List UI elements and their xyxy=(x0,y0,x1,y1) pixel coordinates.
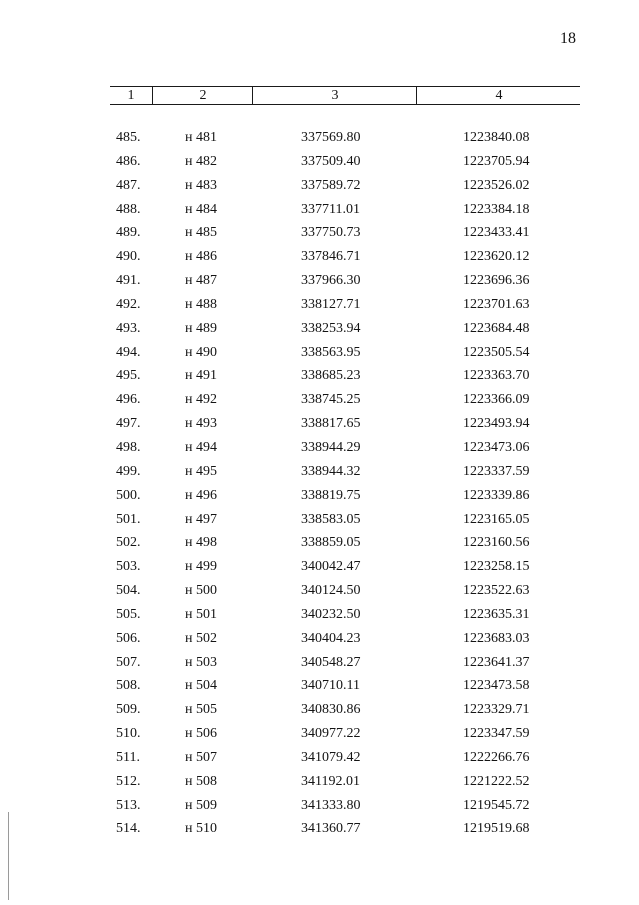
y-coordinate: 1223347.59 xyxy=(463,726,530,742)
row-number: 491. xyxy=(116,273,141,289)
table-row xyxy=(0,653,639,677)
y-coordinate: 1223363.70 xyxy=(463,368,530,384)
row-number: 506. xyxy=(116,630,141,646)
row-number: 497. xyxy=(116,416,141,432)
y-coordinate: 1219545.72 xyxy=(463,797,530,813)
table-row xyxy=(0,581,639,605)
row-number: 485. xyxy=(116,130,141,145)
y-coordinate: 1223337.59 xyxy=(463,463,530,479)
table-row xyxy=(0,724,639,748)
point-id: н 491 xyxy=(185,368,217,384)
x-coordinate: 340404.23 xyxy=(301,630,361,646)
point-id: н 499 xyxy=(185,559,217,575)
y-coordinate: 1223433.41 xyxy=(463,225,530,241)
point-id: н 501 xyxy=(185,606,217,622)
point-id: н 502 xyxy=(185,630,217,646)
y-coordinate: 1223683.03 xyxy=(463,630,530,646)
point-id: н 508 xyxy=(185,773,217,789)
x-coordinate: 338944.29 xyxy=(301,439,361,455)
row-number: 490. xyxy=(116,249,141,265)
y-coordinate: 1223339.86 xyxy=(463,487,530,503)
point-id: н 507 xyxy=(185,749,217,765)
table-row xyxy=(0,414,639,438)
point-id: н 481 xyxy=(185,130,217,145)
x-coordinate: 337750.73 xyxy=(301,225,361,241)
point-id: н 482 xyxy=(185,153,217,169)
point-id: н 492 xyxy=(185,392,217,408)
x-coordinate: 340977.22 xyxy=(301,726,361,742)
x-coordinate: 341333.80 xyxy=(301,797,361,813)
y-coordinate: 1223522.63 xyxy=(463,583,530,599)
table-row xyxy=(0,390,639,414)
point-id: н 490 xyxy=(185,344,217,360)
header-col-4: 4 xyxy=(416,87,581,104)
row-number: 487. xyxy=(116,177,141,193)
table-row xyxy=(0,223,639,247)
row-number: 495. xyxy=(116,368,141,384)
x-coordinate: 341192.01 xyxy=(301,773,360,789)
x-coordinate: 341360.77 xyxy=(301,821,361,837)
point-id: н 503 xyxy=(185,654,217,670)
row-number: 494. xyxy=(116,344,141,360)
point-id: н 510 xyxy=(185,821,217,837)
table-row xyxy=(0,772,639,796)
table-row xyxy=(0,629,639,653)
table-row xyxy=(0,510,639,534)
x-coordinate: 340124.50 xyxy=(301,583,361,599)
row-number: 507. xyxy=(116,654,141,670)
table-row xyxy=(0,748,639,772)
y-coordinate: 1223696.36 xyxy=(463,273,530,289)
point-id: н 489 xyxy=(185,320,217,336)
y-coordinate: 1223165.05 xyxy=(463,511,530,527)
scan-margin-line xyxy=(8,812,9,900)
row-number: 505. xyxy=(116,606,141,622)
table-header xyxy=(110,86,580,105)
x-coordinate: 338944.32 xyxy=(301,463,361,479)
table-row xyxy=(0,605,639,629)
point-id: н 505 xyxy=(185,702,217,718)
row-number: 504. xyxy=(116,583,141,599)
row-number: 492. xyxy=(116,296,141,312)
point-id: н 488 xyxy=(185,296,217,312)
y-coordinate: 1223473.06 xyxy=(463,439,530,455)
row-number: 502. xyxy=(116,535,141,551)
x-coordinate: 338859.05 xyxy=(301,535,361,551)
point-id: н 493 xyxy=(185,416,217,432)
row-number: 512. xyxy=(116,773,141,789)
table-row xyxy=(0,486,639,510)
x-coordinate: 338583.05 xyxy=(301,511,361,527)
point-id: н 486 xyxy=(185,249,217,265)
x-coordinate: 337569.80 xyxy=(301,130,361,145)
y-coordinate: 1223620.12 xyxy=(463,249,530,265)
table-row xyxy=(0,700,639,724)
point-id: н 484 xyxy=(185,201,217,217)
point-id: н 506 xyxy=(185,726,217,742)
y-coordinate: 1223701.63 xyxy=(463,296,530,312)
x-coordinate: 338685.23 xyxy=(301,368,361,384)
x-coordinate: 338253.94 xyxy=(301,320,361,336)
coordinate-table-body xyxy=(0,128,639,843)
y-coordinate: 1223684.48 xyxy=(463,320,530,336)
table-row xyxy=(0,343,639,367)
x-coordinate: 340042.47 xyxy=(301,559,361,575)
table-row xyxy=(0,796,639,820)
header-col-1: 1 xyxy=(127,88,135,103)
point-id: н 495 xyxy=(185,463,217,479)
table-row xyxy=(0,200,639,224)
table-row xyxy=(0,438,639,462)
row-number: 499. xyxy=(116,463,141,479)
y-coordinate: 1222266.76 xyxy=(463,749,530,765)
x-coordinate: 340830.86 xyxy=(301,702,361,718)
point-id: н 500 xyxy=(185,583,217,599)
point-id: н 485 xyxy=(185,225,217,241)
y-coordinate: 1223505.54 xyxy=(463,344,530,360)
row-number: 489. xyxy=(116,225,141,241)
table-row xyxy=(0,676,639,700)
row-number: 509. xyxy=(116,702,141,718)
table-row xyxy=(0,152,639,176)
row-number: 488. xyxy=(116,201,141,217)
x-coordinate: 337966.30 xyxy=(301,273,361,289)
row-number: 508. xyxy=(116,678,141,694)
x-coordinate: 341079.42 xyxy=(301,749,361,765)
y-coordinate: 1223329.71 xyxy=(463,702,530,718)
y-coordinate: 1223258.15 xyxy=(463,559,530,575)
x-coordinate: 337509.40 xyxy=(301,153,361,169)
table-row xyxy=(0,247,639,271)
x-coordinate: 340548.27 xyxy=(301,654,361,670)
y-coordinate: 1219519.68 xyxy=(463,821,530,837)
row-number: 493. xyxy=(116,320,141,336)
row-number: 514. xyxy=(116,821,141,837)
point-id: н 498 xyxy=(185,535,217,551)
point-id: н 483 xyxy=(185,177,217,193)
row-number: 486. xyxy=(116,153,141,169)
row-number: 513. xyxy=(116,797,141,813)
table-row xyxy=(0,819,639,843)
y-coordinate: 1223641.37 xyxy=(463,654,530,670)
point-id: н 509 xyxy=(185,797,217,813)
table-row xyxy=(0,176,639,200)
x-coordinate: 338819.75 xyxy=(301,487,361,503)
header-col-3: 3 xyxy=(252,87,417,104)
table-row xyxy=(0,128,639,152)
table-row xyxy=(0,366,639,390)
x-coordinate: 338563.95 xyxy=(301,344,361,360)
x-coordinate: 338817.65 xyxy=(301,416,361,432)
row-number: 503. xyxy=(116,559,141,575)
table-row xyxy=(0,319,639,343)
x-coordinate: 337846.71 xyxy=(301,249,361,265)
y-coordinate: 1223493.94 xyxy=(463,416,530,432)
point-id: н 497 xyxy=(185,511,217,527)
x-coordinate: 337589.72 xyxy=(301,177,361,193)
point-id: н 504 xyxy=(185,678,217,694)
table-row xyxy=(0,557,639,581)
y-coordinate: 1223840.08 xyxy=(463,130,530,145)
table-row xyxy=(0,533,639,557)
table-row xyxy=(0,271,639,295)
row-number: 498. xyxy=(116,439,141,455)
x-coordinate: 338745.25 xyxy=(301,392,361,408)
point-id: н 496 xyxy=(185,487,217,503)
row-number: 510. xyxy=(116,726,141,742)
row-number: 496. xyxy=(116,392,141,408)
y-coordinate: 1223384.18 xyxy=(463,201,530,217)
row-number: 501. xyxy=(116,511,141,527)
y-coordinate: 1223473.58 xyxy=(463,678,530,694)
y-coordinate: 1221222.52 xyxy=(463,773,530,789)
y-coordinate: 1223635.31 xyxy=(463,606,530,622)
header-col-2: 2 xyxy=(152,87,253,104)
y-coordinate: 1223366.09 xyxy=(463,392,530,408)
x-coordinate: 337711.01 xyxy=(301,201,360,217)
row-number: 511. xyxy=(116,749,140,765)
table-row xyxy=(0,295,639,319)
x-coordinate: 340232.50 xyxy=(301,606,361,622)
x-coordinate: 340710.11 xyxy=(301,678,360,694)
point-id: н 487 xyxy=(185,273,217,289)
table-row xyxy=(0,462,639,486)
point-id: н 494 xyxy=(185,439,217,455)
y-coordinate: 1223705.94 xyxy=(463,153,530,169)
y-coordinate: 1223526.02 xyxy=(463,177,530,193)
x-coordinate: 338127.71 xyxy=(301,296,361,312)
row-number: 500. xyxy=(116,487,141,503)
y-coordinate: 1223160.56 xyxy=(463,535,530,551)
page-number: 18 xyxy=(560,30,576,47)
